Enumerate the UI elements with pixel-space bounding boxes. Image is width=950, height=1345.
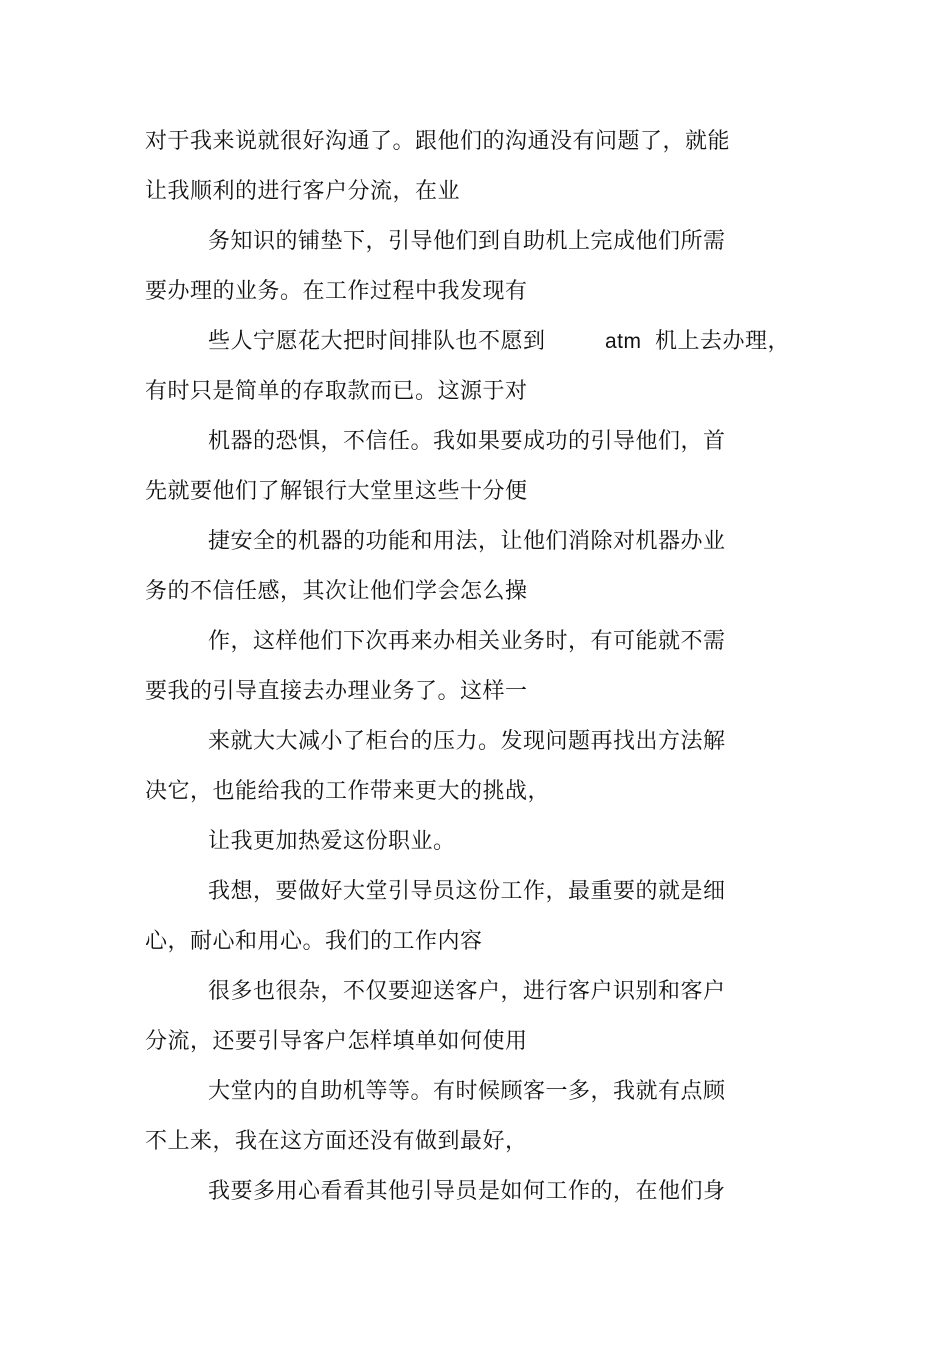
text-line: 来就大大减小了柜台的压力。发现问题再找出方法解 xyxy=(208,729,726,754)
text-line: 捷安全的机器的功能和用法，让他们消除对机器办业 xyxy=(208,529,726,554)
text-line: 大堂内的自助机等等。有时候顾客一多，我就有点顾 xyxy=(208,1079,726,1104)
text-line: 让我更加热爱这份职业。 xyxy=(208,829,456,854)
text-line: 要办理的业务。在工作过程中我发现有 xyxy=(145,279,528,304)
text-line: 很多也很杂，不仅要迎送客户，进行客户识别和客户 xyxy=(208,979,726,1004)
text-line: 对于我来说就很好沟通了。跟他们的沟通没有问题了，就能 xyxy=(145,129,731,154)
text-line: 让我顺利的进行客户分流，在业 xyxy=(145,179,461,204)
text-line: 我要多用心看看其他引导员是如何工作的，在他们身 xyxy=(208,1179,726,1204)
text-line: 务的不信任感，其次让他们学会怎么操 xyxy=(145,579,528,604)
text-line: 些人宁愿花大把时间排队也不愿到 xyxy=(208,329,546,354)
text-line: 分流，还要引导客户怎样填单如何使用 xyxy=(145,1029,528,1054)
text-line: 要我的引导直接去办理业务了。这样一 xyxy=(145,679,528,704)
text-line: 机器的恐惧，不信任。我如果要成功的引导他们，首 xyxy=(208,429,726,454)
text-line: 心，耐心和用心。我们的工作内容 xyxy=(145,929,483,954)
text-line-atm: atm xyxy=(605,330,642,353)
text-line: 决它，也能给我的工作带来更大的挑战， xyxy=(145,779,551,804)
text-line: 有时只是简单的存取款而已。这源于对 xyxy=(145,379,528,404)
text-line: 不上来，我在这方面还没有做到最好， xyxy=(145,1129,528,1154)
text-line: 作，这样他们下次再来办相关业务时，有可能就不需 xyxy=(208,629,726,654)
text-line: 务知识的铺垫下，引导他们到自助机上完成他们所需 xyxy=(208,229,726,254)
text-line: 先就要他们了解银行大堂里这些十分便 xyxy=(145,479,528,504)
text-line: 我想，要做好大堂引导员这份工作，最重要的就是细 xyxy=(208,879,726,904)
text-line: 机上去办理， xyxy=(655,329,791,354)
